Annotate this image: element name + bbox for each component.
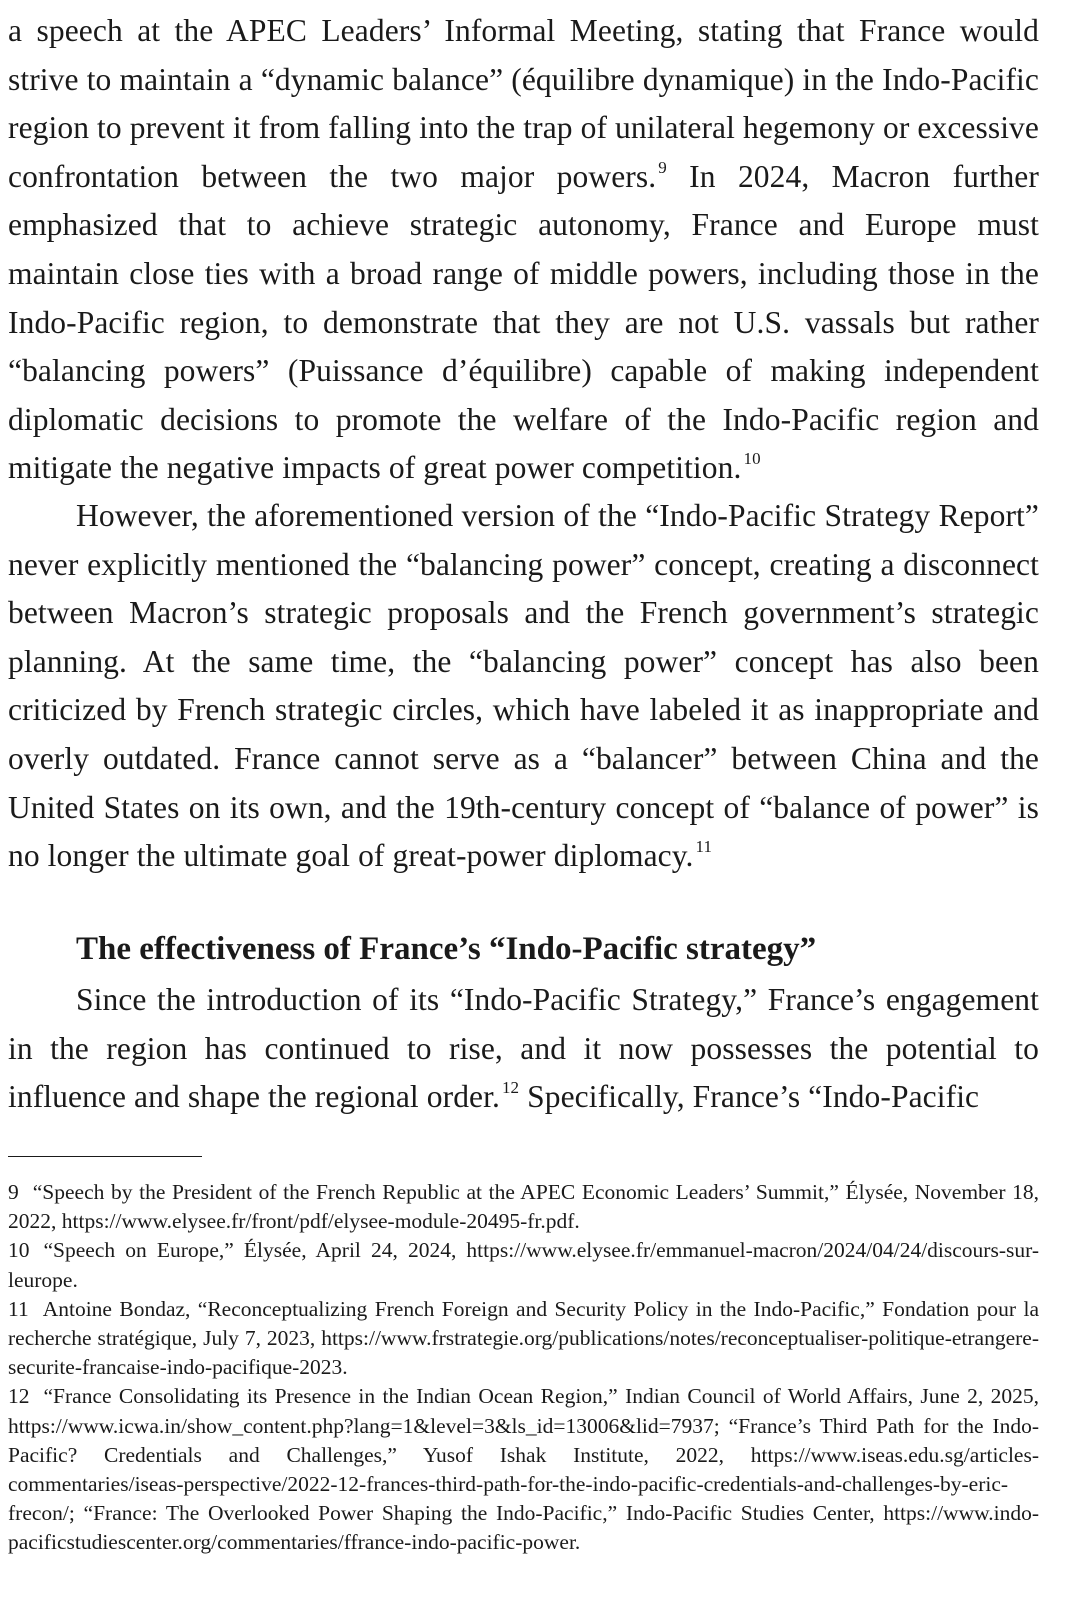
paragraph-balancing-power-critique — [8, 492, 1039, 881]
footnote-9 — [8, 1178, 1039, 1236]
footnote-separator — [8, 1156, 202, 1157]
paragraph-text: a speech at the APEC Leaders’ Informal Meeting, stating that France would strive to maintain a “dynamic balance” (équilibre dynamique) in the Indo-Pacific region to prevent it from falling into the trap of unilateral hegemony or excessive confrontation between the two major powers. — [8, 13, 1039, 194]
footnote-text: Antoine Bondaz, “Reconceptualizing French Foreign and Security Policy in the Indo-Pacific,” Fondation pour la recherche stratégique, July 7, 2023, https://www.frstrategie.org/publications/notes/reconceptualiser-politique-etrangere-securite-francaise-indo-pacifique-2023. — [8, 1296, 1039, 1380]
footnote-reference[interactable]: 9 — [658, 157, 667, 177]
footnote-text: “Speech by the President of the French Republic at the APEC Economic Leaders’ Summit,” Élysée, November 18, 2022, https://www.elysee.fr/front/pdf/elysee-module-20495-fr.pdf. — [8, 1180, 1039, 1234]
footnote-number: 11 — [8, 1296, 29, 1321]
paragraph-text: Since the introduction of its “Indo-Pacific Strategy,” France’s engagement in the region has continued to rise, and it now possesses the potential to influence and shape the regional order. — [8, 982, 1039, 1115]
footnote-12 — [8, 1382, 1039, 1557]
paragraph-macron-speech — [8, 7, 1039, 493]
paragraph-text: In 2024, Macron further emphasized that to achieve strategic autonomy, France and Europe must maintain close ties with a broad range of middle powers, including those in the Indo-Pacific region, to demonstrate that they are not U.S. vassals but rather “balancing powers” (Puissance d’équilibre) capable of making independent diplomatic decisions to promote the welfare of the Indo-Pacific region and mitigate the negative impacts of great power competition. — [8, 158, 1039, 486]
footnote-reference[interactable]: 11 — [695, 837, 713, 857]
paragraph-text: Specifically, France’s “Indo-Pacific — [519, 1079, 980, 1115]
footnote-number: 10 — [8, 1238, 30, 1263]
footnote-11 — [8, 1295, 1039, 1383]
footnote-number: 9 — [8, 1180, 19, 1204]
footnote-reference[interactable]: 12 — [501, 1078, 520, 1098]
footnote-text: “France Consolidating its Presence in the Indian Ocean Region,” Indian Council of World Affairs, June 2, 2025, https://www.icwa.in/show_content.php?lang=1&level=3&ls_id=13006&lid=7937; “France’s Third Path for the Indo-Pacific? Credentials and Challenges,” Yusof Ishak Institute, 2022, https://www.iseas.edu.sg/articles-commentaries/iseas-perspective/2022-12-frances-third-path-for-the-indo-pacific-credentials-and-challenges-by-eric-frecon/; “France: The Overlooked Power Shaping the Indo-Pacific,” Indo-Pacific Studies Center, https://www.indo-pacificstudiescenter.org/commentaries/ffrance-indo-pacific-power. — [8, 1384, 1039, 1555]
footnote-10 — [8, 1236, 1039, 1294]
footnotes-section — [8, 1178, 1039, 1558]
paragraph-text: However, the aforementioned version of the “Indo-Pacific Strategy Report” never explicitly mentioned the “balancing power” concept, creating a disconnect between Macron’s strategic proposals and the French government’s strategic planning. At the same time, the “balancing power” concept has also been criticized by French strategic circles, which have labeled it as inappropriate and overly outdated. France cannot serve as a “balancer” between China and the United States on its own, and the 19th-century concept of “balance of power” is no longer the ultimate goal of great-power diplomacy. — [8, 498, 1039, 874]
footnote-number: 12 — [8, 1384, 30, 1409]
section-heading: The effectiveness of France’s “Indo-Pacific strategy” — [76, 931, 817, 967]
paragraph-effectiveness — [8, 976, 1039, 1122]
footnote-text: “Speech on Europe,” Élysée, April 24, 2024, https://www.elysee.fr/emmanuel-macron/2024/04/24/discours-sur-leurope. — [8, 1238, 1039, 1292]
footnote-reference[interactable]: 10 — [743, 449, 761, 469]
